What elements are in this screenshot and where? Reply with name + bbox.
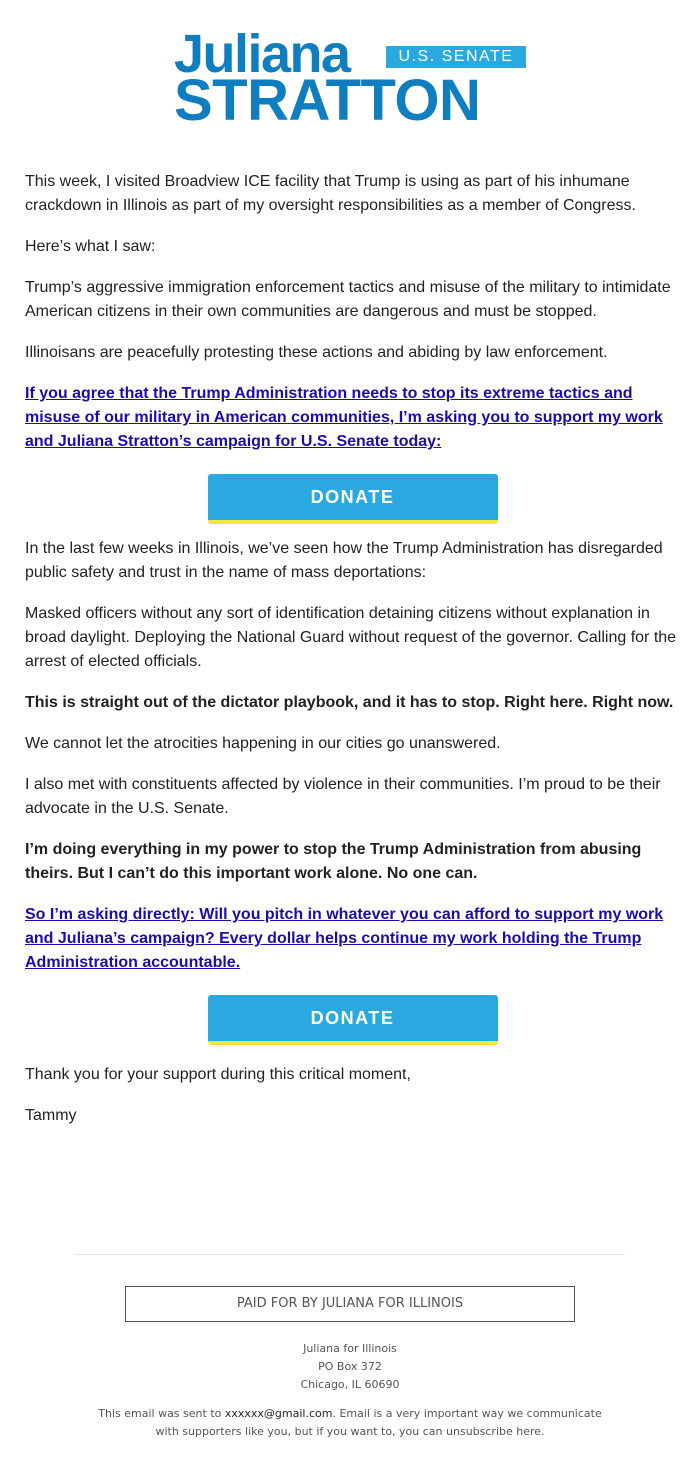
- donation-ask-link-2[interactable]: So I’m asking directly: Will you pitch in whatever you can afford to support my work and Juliana’s campaign? Every dollar helps continue my work holding the Trump Administration accountable.: [25, 906, 664, 971]
- address-city: Chicago, IL 60690: [300, 1378, 400, 1391]
- body-paragraph-atrocities: We cannot let the atrocities happening in our cities go unanswered.: [25, 735, 501, 752]
- footer-divider: [75, 1254, 625, 1255]
- body-paragraph-protest: Illinoisans are peacefully protesting these actions and abiding by law enforcement.: [25, 344, 608, 361]
- donate-button-row-2: [25, 995, 680, 1045]
- mailing-address: [0, 1340, 700, 1394]
- body-paragraph-saw: Here’s what I saw:: [25, 238, 156, 255]
- logo-first-name: Juliana: [174, 24, 350, 84]
- body-paragraph-officers: Masked officers without any sort of identification detaining citizens without explanation in broad daylight. Deploying the National Guard without request of the governor. Calling for the arrest of elected officials.: [25, 605, 677, 670]
- logo-last-name: STRATTON: [174, 68, 481, 133]
- body-paragraph-visit: This week, I visited Broadview ICE facility that Trump is using as part of his inhumane crackdown in Illinois as part of my oversight responsibilities as a member of Congress.: [25, 173, 636, 214]
- email-fineprint: [90, 1405, 610, 1441]
- fineprint-prefix: This email was sent to: [98, 1407, 225, 1420]
- paid-for-disclaimer: PAID FOR BY JULIANA FOR ILLINOIS: [125, 1286, 575, 1322]
- email-body: [25, 170, 680, 1145]
- fineprint-middle: . Email is a very important way we communicate with supporters like you, but if you want to, you can: [155, 1407, 602, 1438]
- campaign-logo: [174, 24, 534, 133]
- body-paragraph-tactics: Trump’s aggressive immigration enforcement tactics and misuse of the military to intimidate American citizens in their own communities are dangerous and must be stopped.: [25, 279, 671, 320]
- body-paragraph-dictator: This is straight out of the dictator playbook, and it has to stop. Right here. Right now.: [25, 694, 674, 711]
- donate-button-2[interactable]: DONATE: [208, 995, 498, 1045]
- closing-line: Thank you for your support during this critical moment,: [25, 1066, 411, 1083]
- donation-ask-link-1[interactable]: If you agree that the Trump Administration needs to stop its extreme tactics and misuse of our military in American communities, I’m asking you to support my work and Juliana Stratton’s campaign for U.S. Senate today:: [25, 385, 663, 450]
- address-org-name: Juliana for Illinois: [303, 1342, 397, 1355]
- body-paragraph-constituents: I also met with constituents affected by violence in their communities. I’m proud to be their advocate in the U.S. Senate.: [25, 776, 661, 817]
- recipient-email: xxxxxx@gmail.com: [224, 1407, 333, 1420]
- address-po-box: PO Box 372: [318, 1360, 382, 1373]
- unsubscribe-link[interactable]: unsubscribe here: [446, 1425, 542, 1438]
- body-paragraph-power: I’m doing everything in my power to stop the Trump Administration from abusing theirs. But I can’t do this important work alone. No one can.: [25, 841, 642, 882]
- donate-button-row-1: [25, 474, 680, 524]
- body-paragraph-weeks: In the last few weeks in Illinois, we’ve seen how the Trump Administration has disregarded public safety and trust in the name of mass deportations:: [25, 540, 663, 581]
- logo-senate-badge: U.S. SENATE: [386, 46, 526, 68]
- signature: Tammy: [25, 1107, 77, 1124]
- donate-button-1[interactable]: DONATE: [208, 474, 498, 524]
- fineprint-suffix: .: [541, 1425, 545, 1438]
